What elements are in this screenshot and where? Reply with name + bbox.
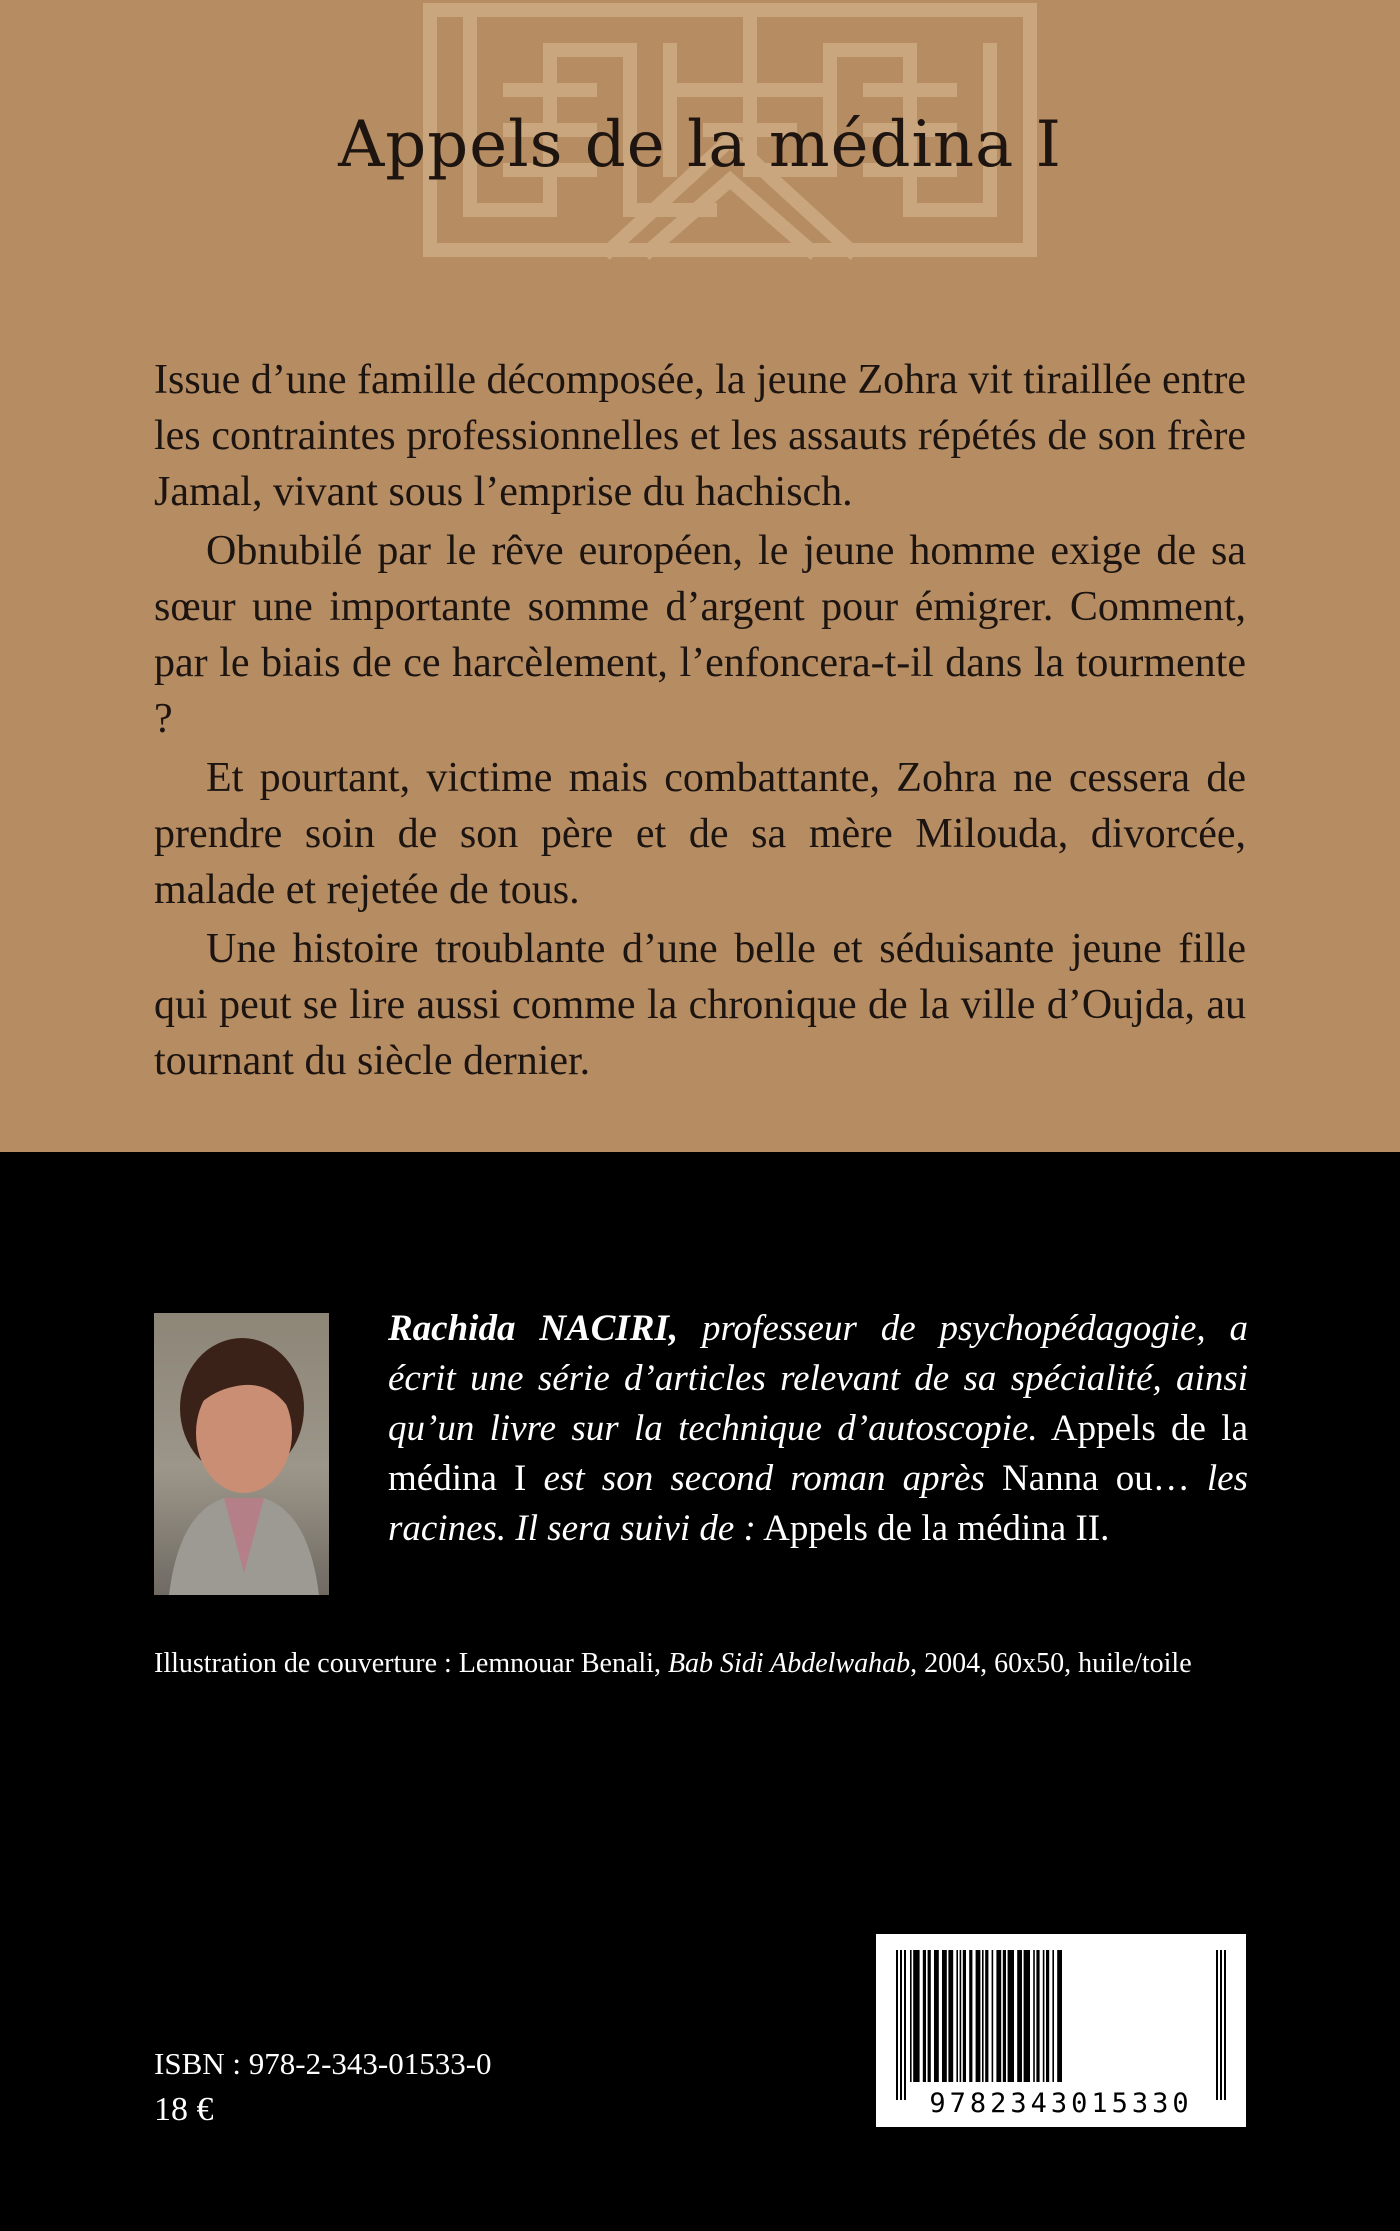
credit-work-title: Bab Sidi Abdelwahab <box>667 1648 911 1679</box>
barcode-bar <box>982 1950 984 2082</box>
barcode-bar <box>960 1950 962 2082</box>
previous-book-title: Nanna ou… <box>1002 1458 1190 1499</box>
book-title: Appels de la médina I <box>338 108 1062 182</box>
barcode-bar <box>910 1950 912 2082</box>
credit-prefix: Illustration de couverture : Lemnouar Benali, <box>154 1648 661 1679</box>
barcode-bar <box>976 1950 981 2082</box>
barcode-bar <box>963 1950 966 2082</box>
price: 18 € <box>154 2091 214 2128</box>
barcode-bar <box>1046 1950 1049 2082</box>
author-bio-intro: professeur de psychopédagogie, a écrit une série d’articles relevant de sa spécialité, ainsi qu’un livre sur la technique d’autoscopie. <box>388 1308 1249 1449</box>
barcode-bar <box>1057 1950 1062 2082</box>
barcode-digits: 9782343015330 <box>929 2088 1193 2119</box>
barcode-bar <box>1033 1950 1035 2082</box>
barcode <box>876 1934 1246 2127</box>
summary-paragraph: Une histoire troublante d’une belle et séduisante jeune fille qui peut se lire aussi comme la chronique de la ville d’Oujda, au tournant du siècle dernier. <box>154 926 1246 1084</box>
isbn: ISBN : 978-2-343-01533-0 <box>154 2046 492 2081</box>
author-bio-end: les racines. Il sera suivi de : <box>388 1458 1249 1549</box>
barcode-bar <box>969 1950 972 2082</box>
barcode-bar <box>948 1950 953 2082</box>
barcode-bar <box>1036 1950 1039 2082</box>
barcode-guard <box>1224 1950 1226 2100</box>
barcode-bar <box>992 1950 994 2082</box>
barcode-bar <box>928 1950 931 2082</box>
author-bio-mid: est son second roman après <box>543 1458 985 1499</box>
barcode-guard <box>896 1950 898 2100</box>
barcode-bar <box>956 1950 958 2082</box>
barcode-guard <box>904 1950 906 2100</box>
barcode-bar <box>1043 1950 1045 2082</box>
barcode-guard <box>1216 1950 1218 2100</box>
barcode-bar <box>1017 1950 1022 2082</box>
barcode-bar <box>942 1950 947 2082</box>
barcode-bar <box>1008 1950 1014 2082</box>
book-title-reference: Appels de la médina I <box>388 1408 1248 1499</box>
barcode-bar <box>1003 1950 1006 2082</box>
next-book-title: Appels de la médina II. <box>763 1508 1110 1549</box>
credit-details: , 2004, 60x50, huile/toile <box>910 1648 1192 1679</box>
summary-paragraph: Et pourtant, victime mais combattante, Zohra ne cessera de prendre soin de son père et de sa mère Milouda, divorcée, malade et rejetée de tous. <box>154 755 1246 913</box>
author-photo <box>154 1313 329 1595</box>
barcode-bar <box>934 1950 939 2082</box>
barcode-bar <box>1024 1950 1030 2082</box>
barcode-guard <box>1220 1950 1222 2100</box>
barcode-guard <box>900 1950 902 2100</box>
barcode-bar <box>985 1950 988 2082</box>
barcode-bar <box>1052 1950 1054 2082</box>
author-bio <box>388 1304 1248 1554</box>
summary-paragraph: Issue d’une famille décomposée, la jeune Zohra vit tiraillée entre les contraintes professionnelles et les assauts répétés de son frère Jamal, vivant sous l’emprise du hachisch. <box>154 357 1246 515</box>
author-name: Rachida NACIRI, <box>388 1308 679 1349</box>
illustration-credit <box>154 1648 1254 1680</box>
summary-text <box>154 352 1246 1092</box>
summary-paragraph: Obnubilé par le rêve européen, le jeune homme exige de sa sœur une importante somme d’argent pour émigrer. Comment, par le biais de ce harcèlement, l’enfoncera-t-il dans la tourmente ? <box>154 528 1246 742</box>
barcode-bar <box>996 1950 1001 2082</box>
barcode-bar <box>923 1950 926 2082</box>
barcode-bar <box>913 1950 919 2082</box>
